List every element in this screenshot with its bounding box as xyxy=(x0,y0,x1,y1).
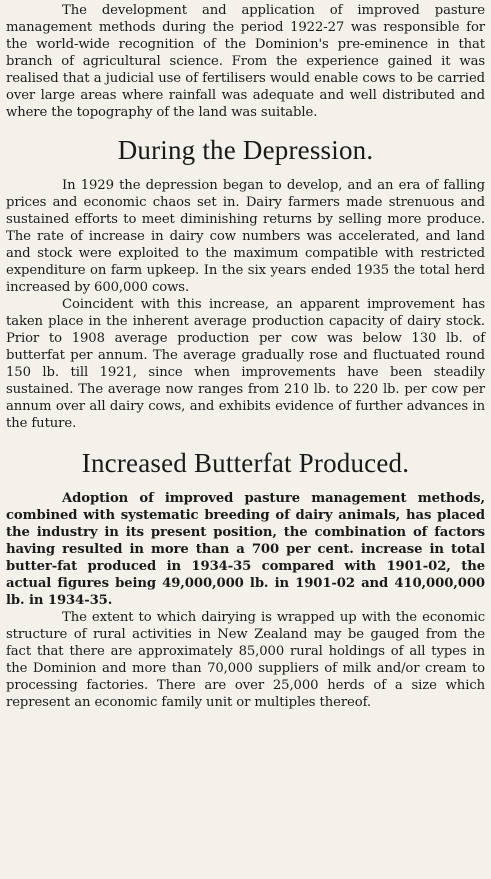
depression-paragraph-2: Coincident with this increase, an apparent improvement has taken place in the inherent average production capacity of dairy stock. Prior to 1908 average production per cow was below 130 lb. of butterfat per annum. The average gradually rose and fluctuated round 150 lb. till 1921, since when improvements have been steadily sustained. The average now ranges from 210 lb. to 220 lb. per cow per annum over all dairy cows, and exhibits evidence of further advances in the future. xyxy=(6,297,485,431)
butterfat-paragraph-2: The extent to which dairying is wrapped up with the economic structure of rural activities in New Zealand may be gauged from the fact that there are approximately 85,000 rural holdings of all types in the Dominion and more than 70,000 suppliers of milk and/or cream to processing factories. There are over 25,000 herds of a size which represent an economic family unit or multiples thereof. xyxy=(6,610,485,710)
intro-paragraph: The development and application of improved pasture management methods during the period 1922-27 was responsible for the world-wide recognition of the Dominion's pre-eminence in that branch of agricultural science. From the experience gained it was realised that a judicial use of fertilisers would enable cows to be carried over large areas where rainfall was adequate and well distributed and where the topography of the land was suitable. xyxy=(6,3,485,120)
butterfat-paragraph-1: Adoption of improved pasture management methods, combined with systematic breeding of dairy animals, has placed the industry in its present position, the combination of factors having resulted in more than a 700 per cent. increase in total butter-fat produced in 1934-35 compared with 1901-02, the actual figures being 49,000,000 lb. in 1901-02 and 410,000,000 lb. in 1934-35. xyxy=(6,491,485,608)
heading-increased-butterfat-produced: Increased Butterfat Produced. xyxy=(81,448,410,478)
depression-paragraph-1: In 1929 the depression began to develop, and an era of falling prices and economic chaos set in. Dairy farmers made strenuous and sustained efforts to meet diminishing returns by selling more produce. The rate of increase in dairy cow numbers was accelerated, and land and stock were exploited to the maximum compatible with restricted expenditure on farm upkeep. In the six years ended 1935 the total herd increased by 600,000 cows. xyxy=(6,178,485,295)
heading-during-the-depression: During the Depression. xyxy=(117,135,374,165)
